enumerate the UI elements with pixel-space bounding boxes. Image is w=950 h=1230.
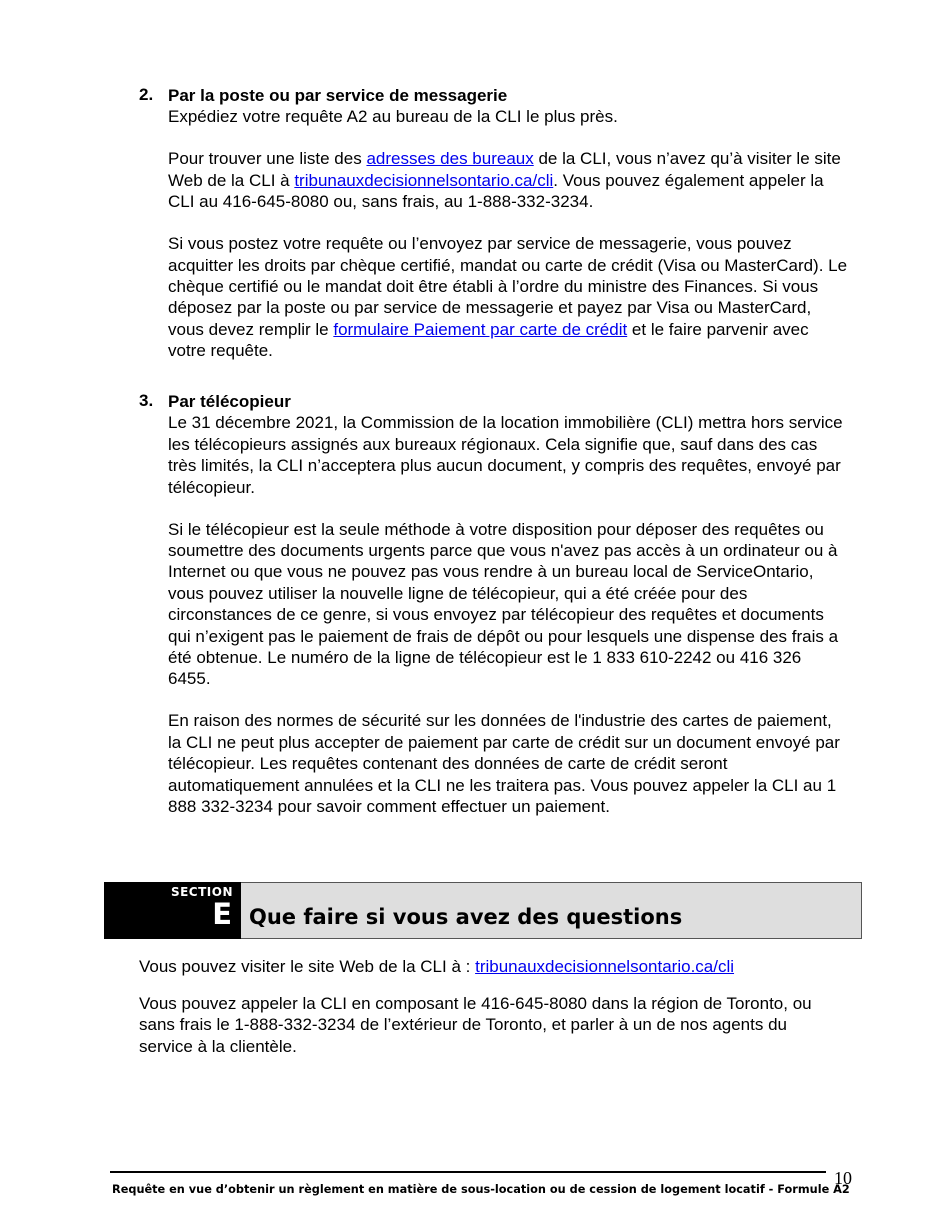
footer-form-title: Requête en vue d’obtenir un règlement en matière de sous-location ou de cession de logement locatif - Formule A2 xyxy=(112,1183,850,1196)
contact-website xyxy=(139,956,839,977)
item-paragraph: Expédiez votre requête A2 au bureau de la CLI le plus près. xyxy=(168,107,618,127)
section-title-box xyxy=(241,882,862,939)
text-run: Si vous postez votre requête ou l’envoyez par service de messagerie, vous pouvez acquitter les droits par chèque certifié, mandat ou carte de crédit (Visa ou MasterCard). Le chèque certifié ou le mandat doit être établi à l’ordre du ministre des Finances. Si vous déposez par la poste ou par service de messagerie et payez par Visa ou MasterCard, vous devez remplir le xyxy=(168,234,848,339)
section-letter: E xyxy=(212,897,232,931)
text-run: de la CLI, vous n’avez qu’à visiter le site Web de la CLI à xyxy=(168,149,841,190)
item-heading: Par la poste ou par service de messagerie xyxy=(168,86,508,105)
section-label-box xyxy=(104,882,241,939)
text-run: et le faire parvenir avec votre requête. xyxy=(168,319,809,361)
office-addresses-link[interactable]: adresses des bureaux xyxy=(366,149,534,169)
section-header xyxy=(104,882,863,939)
text-run: Pour trouver une liste des xyxy=(168,149,367,169)
item-heading: Par télécopieur xyxy=(168,392,291,411)
text-run: . Vous pouvez également appeler la CLI au 416-645-8080 ou, sans frais, au 1-888-332-3234. xyxy=(168,170,824,212)
item-number: 3. xyxy=(139,391,154,410)
credit-card-form-link[interactable]: formulaire Paiement par carte de crédit xyxy=(333,319,628,339)
payment-paragraph xyxy=(168,233,848,361)
contact-website-paragraph xyxy=(139,956,839,977)
contact-phone xyxy=(139,993,839,1057)
item-body xyxy=(168,85,848,362)
contact-website-link[interactable]: tribunauxdecisionnelsontario.ca/cli xyxy=(475,957,735,976)
page-number: 10 xyxy=(834,1168,852,1188)
section-word: SECTION xyxy=(170,885,233,899)
fax-service-paragraph: Le 31 décembre 2021, la Commission de la location immobilière (CLI) mettra hors service les télécopieurs assignés aux bureaux régionaux. Cela signifie que, sauf dans des cas très limités, la CLI n’acceptera plus aucun document, y compris des requêtes, envoyé par télécopieur. xyxy=(168,413,843,497)
fax-line-paragraph: Si le télécopieur est la seule méthode à votre disposition pour déposer des requêtes ou soumettre des documents urgents parce que vous n'avez pas accès à un ordinateur ou à Internet ou que vous ne pouvez pas vous rendre à un bureau local de ServiceOntario, vous pouvez utiliser la nouvelle ligne de télécopieur, qui a été créée pour des circonstances de ce genre, si vous envoyez par télécopieur des requêtes et documents qui n’exigent pas le paiement de frais de dépôt ou pour lesquels une dispense des frais a été obtenue. Le numéro de la ligne de télécopieur est le 1 833 610-2242 ou 416 326 6455. xyxy=(168,519,839,689)
website-link[interactable]: tribunauxdecisionnelsontario.ca/cli xyxy=(294,170,554,190)
item-number: 2. xyxy=(139,85,154,104)
item-body xyxy=(168,391,848,818)
text-run: Vous pouvez visiter le site Web de la CLI à : xyxy=(139,957,476,976)
footer-divider xyxy=(110,1171,826,1173)
section-title: Que faire si vous avez des questions xyxy=(249,905,683,929)
office-list-paragraph xyxy=(168,148,848,212)
contact-phone-paragraph: Vous pouvez appeler la CLI en composant le 416-645-8080 dans la région de Toronto, ou sans frais le 1-888-332-3234 de l’extérieur de Toronto, et parler à un de nos agents du service à la clientèle. xyxy=(139,994,812,1056)
card-security-paragraph: En raison des normes de sécurité sur les données de l'industrie des cartes de paiement, la CLI ne peut plus accepter de paiement par carte de crédit sur un document envoyé par télécopieur. Les requêtes contenant des données de carte de crédit seront automatiquement annulées et la CLI ne les traitera pas. Vous pouvez appeler la CLI au 1 888 332-3234 pour savoir comment effectuer un paiement. xyxy=(168,711,840,817)
